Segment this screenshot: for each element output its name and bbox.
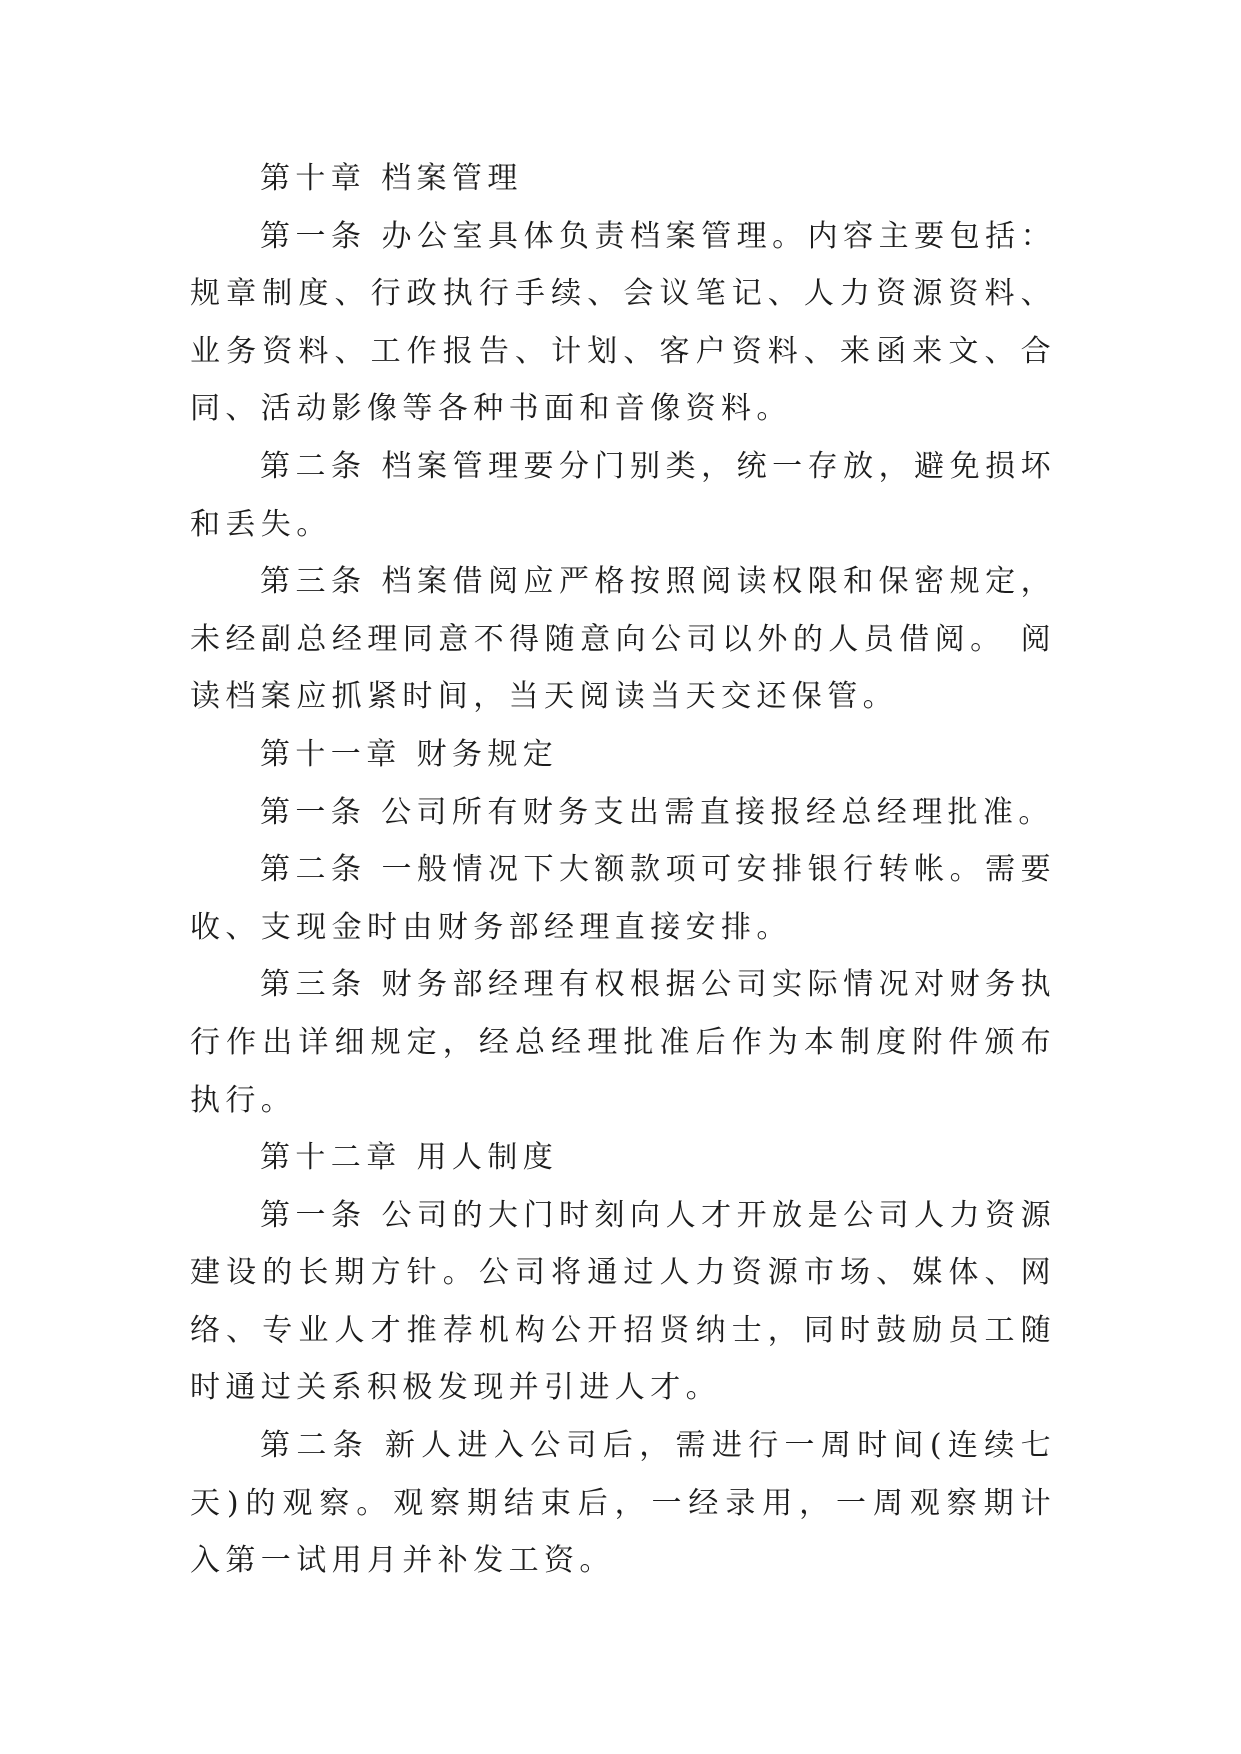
- chapter-12-article-2: 第二条 新人进入公司后，需进行一周时间(连续七天)的观察。观察期结束后，一经录用，一周观察期计入第一试用月并补发工资。: [190, 1428, 1056, 1579]
- chapter-10-article-2: 第二条 档案管理要分门别类，统一存放，避免损坏和丢失。: [190, 448, 1056, 542]
- chapter-10-article-3: 第三条 档案借阅应严格按照阅读权限和保密规定，未经副总经理同意不得随意向公司以外的人员借阅。 阅读档案应抓紧时间，当天阅读当天交还保管。: [190, 564, 1056, 715]
- chapter-10-heading: 第十章 档案管理: [260, 161, 523, 196]
- document-body: [190, 150, 1056, 1590]
- chapter-12-article-1: 第一条 公司的大门时刻向人才开放是公司人力资源建设的长期方针。公司将通过人力资源市场、媒体、网络、专业人才推荐机构公开招贤纳士，同时鼓励员工随时通过关系积极发现并引进人才。: [190, 1197, 1056, 1406]
- chapter-11-heading: 第十一章 财务规定: [260, 736, 559, 772]
- chapter-11-article-3: 第三条 财务部经理有权根据公司实际情况对财务执行作出详细规定，经总经理批准后作为本制度附件颁布执行。: [190, 967, 1056, 1118]
- chapter-11-article-2: 第二条 一般情况下大额款项可安排银行转帐。需要收、支现金时由财务部经理直接安排。: [190, 852, 1056, 945]
- chapter-12-heading: 第十二章 用人制度: [260, 1140, 559, 1176]
- chapter-10-article-1: 第一条 办公室具体负责档案管理。内容主要包括：规章制度、行政执行手续、会议笔记、人力资源资料、业务资料、工作报告、计划、客户资料、来函来文、合同、活动影像等各种书面和音像资料。: [190, 218, 1056, 427]
- chapter-11-article-1: 第一条 公司所有财务支出需直接报经总经理批准。: [260, 794, 1054, 830]
